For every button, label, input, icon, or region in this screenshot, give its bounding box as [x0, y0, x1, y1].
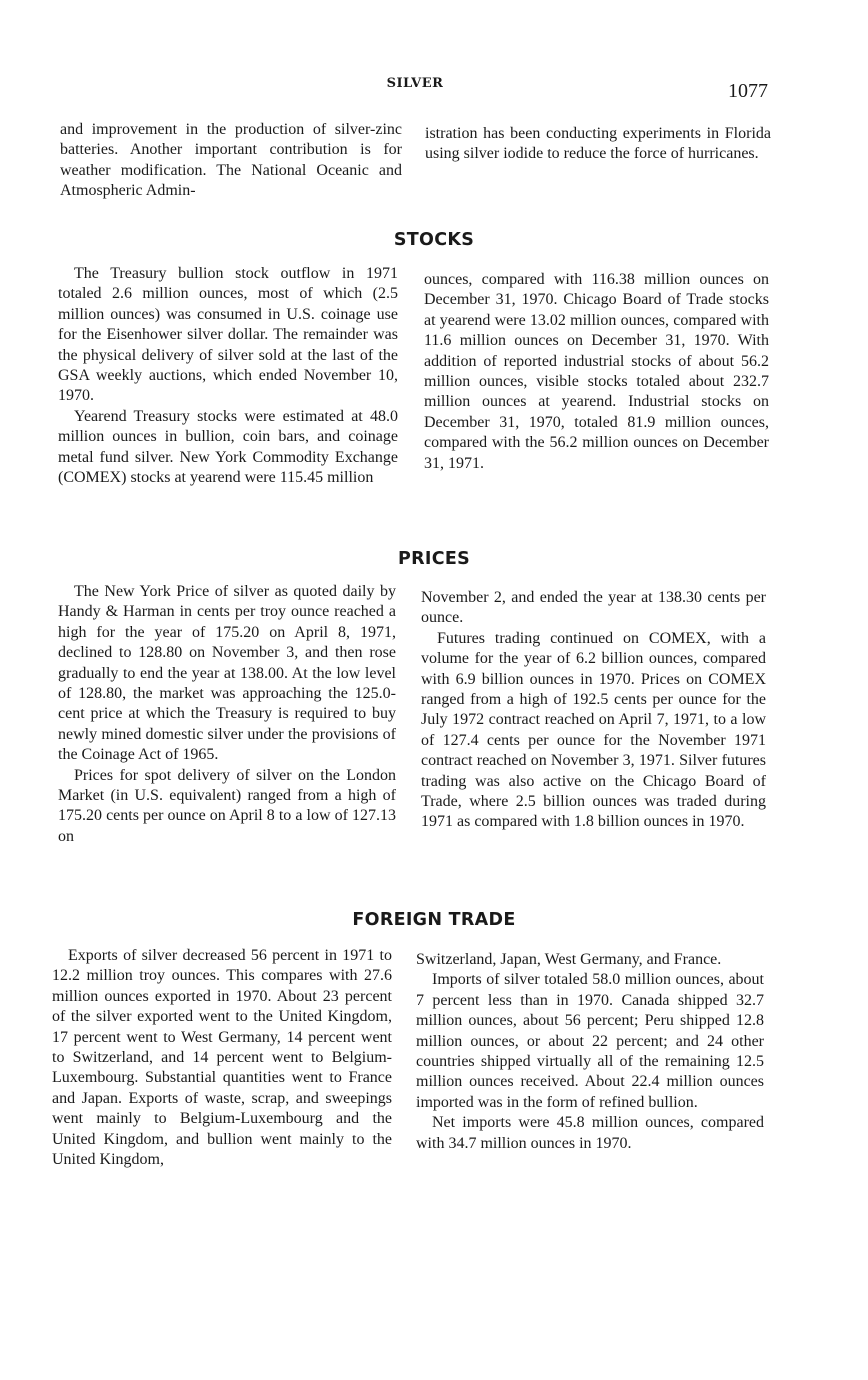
stocks-right-column [424, 270, 769, 474]
prices-paragraph: The New York Price of silver as quoted daily by Handy & Harman in cents per troy ounce reached a high for the year of 175.20 on April 8, 1971, declined to 128.80 on November 3, and then rose gradually to end the year at 138.00. At the low level of 128.80, the market was approaching the 125.0-cent price at which the Treasury is required to buy newly mined domestic silver under the provisions of the Coinage Act of 1965. [58, 583, 396, 764]
foreign-trade-paragraph: Net imports were 45.8 million ounces, compared with 34.7 million ounces in 1970. [416, 1114, 764, 1152]
stocks-paragraph: The Treasury bullion stock outflow in 1971 totaled 2.6 million ounces, most of which (2.5 million ounces) was consumed in U.S. coinage use for the Eisenhower silver dollar. The remainder was the physical delivery of silver sold at the last of the GSA weekly auctions, which ended November 10, 1970. [58, 265, 398, 405]
prices-paragraph: Prices for spot delivery of silver on the London Market (in U.S. equivalent) ranged from a high of 175.20 cents per ounce on April 8 to a low of 127.13 on [58, 766, 396, 845]
stocks-heading: STOCKS [393, 230, 475, 250]
prices-right-column [421, 588, 766, 833]
stocks-paragraph: Yearend Treasury stocks were estimated at 48.0 million ounces in bullion, coin bars, and coinage metal fund silver. New York Commodity Exchange (COMEX) stocks at yearend were 115.45 million [58, 407, 398, 487]
prices-left-column [58, 582, 396, 847]
foreign-trade-paragraph: Imports of silver totaled 58.0 million ounces, about 7 percent less than in 1970. Canada shipped 32.7 million ounces, about 56 percent; Peru shipped 12.8 million ounces, or about 22 percent; and 24 other countries shipped virtually all of the remaining 12.5 million ounces received. About 22.4 million ounces imported was in the form of refined bullion. [416, 971, 764, 1111]
foreign-trade-paragraph: Exports of silver decreased 56 percent in 1971 to 12.2 million troy ounces. This compares with 27.6 million ounces exported in 1970. About 23 percent of the silver exported went to the United Kingdom, 17 percent went to West Germany, 14 percent went to Switzerland, and 14 percent went to Belgium-Luxembourg. Substantial quantities went to France and Japan. Exports of waste, scrap, and sweepings went mainly to Belgium-Luxembourg and the United Kingdom, and bullion went mainly to the United Kingdom, [52, 947, 392, 1169]
prices-heading: PRICES [397, 549, 470, 569]
page-number: 1077 [728, 80, 768, 102]
prices-paragraph: Futures trading continued on COMEX, with a volume for the year of 6.2 billion ounces, compared with 6.9 billion ounces in 1970. Prices on COMEX ranged from a high of 192.5 cents per ounce for the July 1972 contract reached on April 7, 1971, to a low of 127.4 cents per ounce for the November 1971 contract reached on November 3, 1971. Silver futures trading was also active on the Chicago Board of Trade, where 2.5 billion ounces was traded during 1971 as compared with 1.8 billion ounces in 1970. [421, 629, 766, 831]
intro-right-column [425, 124, 771, 165]
prices-paragraph-continued: November 2, and ended the year at 138.30 cents per ounce. [421, 589, 766, 627]
foreign-trade-right-column [416, 950, 764, 1154]
intro-paragraph: and improvement in the production of silver-zinc batteries. Another important contribution is for weather modification. The National Oceanic and Atmospheric Admin- [60, 121, 402, 200]
foreign-trade-heading: FOREIGN TRADE [352, 910, 516, 930]
running-title: SILVER [386, 76, 444, 91]
stocks-paragraph-continued: ounces, compared with 116.38 million ounces on December 31, 1970. Chicago Board of Trade stocks at yearend were 13.02 million ounces, compared with 11.6 million ounces on December 31, 1970. With addition of reported industrial stocks of about 56.2 million ounces, visible stocks totaled about 232.7 million ounces at yearend. Industrial stocks on December 31, 1970, totaled 81.9 million ounces, compared with the 56.2 million ounces on December 31, 1971. [424, 271, 769, 472]
stocks-left-column [58, 264, 398, 488]
intro-paragraph-continued: istration has been conducting experiments in Florida using silver iodide to reduce the force of hurricanes. [425, 125, 771, 163]
foreign-trade-paragraph-continued: Switzerland, Japan, West Germany, and France. [416, 951, 722, 968]
foreign-trade-left-column [52, 946, 392, 1170]
intro-left-column [60, 120, 402, 202]
